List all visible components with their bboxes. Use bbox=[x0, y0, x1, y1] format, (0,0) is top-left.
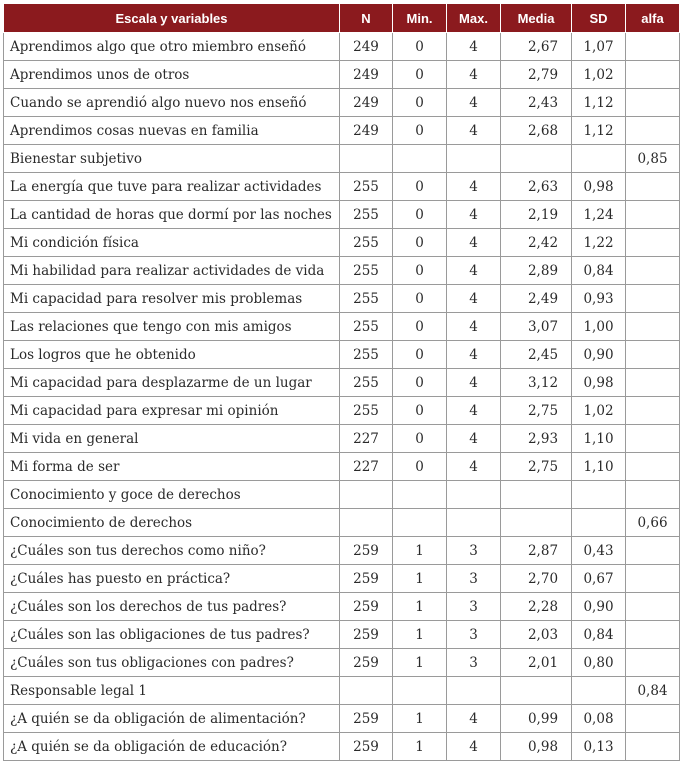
table-row bbox=[4, 285, 680, 313]
cell-min: 0 bbox=[393, 89, 447, 117]
cell-mean-value: 0,98 bbox=[527, 738, 559, 755]
cell-variable: Bienestar subjetivo bbox=[4, 145, 340, 173]
cell-alpha bbox=[626, 89, 680, 117]
cell-alpha bbox=[626, 257, 680, 285]
cell-mean bbox=[501, 201, 572, 229]
cell-n: 259 bbox=[340, 621, 393, 649]
cell-alpha bbox=[626, 229, 680, 257]
cell-mean-value: 3,07 bbox=[527, 318, 559, 335]
cell-variable: Aprendimos algo que otro miembro enseñó bbox=[4, 33, 340, 61]
cell-mean bbox=[501, 285, 572, 313]
cell-n: 249 bbox=[340, 89, 393, 117]
cell-mean bbox=[501, 509, 572, 537]
cell-variable: Mi vida en general bbox=[4, 425, 340, 453]
cell-sd: 0,90 bbox=[572, 341, 626, 369]
cell-min: 0 bbox=[393, 397, 447, 425]
cell-alpha bbox=[626, 593, 680, 621]
cell-mean-value: 2,87 bbox=[527, 542, 559, 559]
cell-min: 1 bbox=[393, 621, 447, 649]
cell-min: 0 bbox=[393, 313, 447, 341]
cell-n: 259 bbox=[340, 649, 393, 677]
cell-sd: 0,80 bbox=[572, 649, 626, 677]
cell-min: 1 bbox=[393, 705, 447, 733]
table-row bbox=[4, 201, 680, 229]
cell-sd: 0,98 bbox=[572, 173, 626, 201]
table-row bbox=[4, 565, 680, 593]
cell-alpha bbox=[626, 117, 680, 145]
cell-n: 255 bbox=[340, 229, 393, 257]
cell-n: 255 bbox=[340, 257, 393, 285]
cell-min: 1 bbox=[393, 649, 447, 677]
cell-n: 255 bbox=[340, 341, 393, 369]
cell-min: 0 bbox=[393, 173, 447, 201]
cell-mean-value: 2,42 bbox=[527, 234, 559, 251]
cell-alpha bbox=[626, 425, 680, 453]
cell-mean-value: 2,28 bbox=[527, 598, 559, 615]
cell-sd: 1,07 bbox=[572, 33, 626, 61]
cell-mean bbox=[501, 61, 572, 89]
cell-mean bbox=[501, 621, 572, 649]
cell-min: 1 bbox=[393, 593, 447, 621]
cell-max: 4 bbox=[447, 425, 501, 453]
table-row bbox=[4, 229, 680, 257]
cell-alpha bbox=[626, 33, 680, 61]
table-row bbox=[4, 509, 680, 537]
header-alpha: alfa bbox=[626, 4, 680, 33]
cell-mean-value: 2,68 bbox=[527, 122, 559, 139]
cell-max: 4 bbox=[447, 705, 501, 733]
cell-variable: ¿A quién se da obligación de educación? bbox=[4, 733, 340, 761]
cell-max: 3 bbox=[447, 649, 501, 677]
cell-max: 4 bbox=[447, 173, 501, 201]
cell-variable: Aprendimos unos de otros bbox=[4, 61, 340, 89]
cell-n: 259 bbox=[340, 565, 393, 593]
cell-n bbox=[340, 677, 393, 705]
cell-variable: Conocimiento y goce de derechos bbox=[4, 481, 340, 509]
cell-sd: 0,98 bbox=[572, 369, 626, 397]
cell-sd: 1,12 bbox=[572, 117, 626, 145]
cell-n bbox=[340, 509, 393, 537]
header-min: Min. bbox=[393, 4, 447, 33]
cell-n: 255 bbox=[340, 313, 393, 341]
cell-sd: 1,02 bbox=[572, 61, 626, 89]
cell-max: 4 bbox=[447, 201, 501, 229]
cell-alpha bbox=[626, 481, 680, 509]
cell-min: 0 bbox=[393, 341, 447, 369]
cell-min: 0 bbox=[393, 201, 447, 229]
cell-alpha bbox=[626, 173, 680, 201]
cell-max: 4 bbox=[447, 61, 501, 89]
cell-min: 1 bbox=[393, 733, 447, 761]
cell-min: 0 bbox=[393, 229, 447, 257]
cell-sd: 1,12 bbox=[572, 89, 626, 117]
cell-min: 1 bbox=[393, 537, 447, 565]
cell-sd bbox=[572, 677, 626, 705]
table-header bbox=[4, 4, 680, 33]
cell-variable: ¿Cuáles has puesto en práctica? bbox=[4, 565, 340, 593]
cell-variable: Mi habilidad para realizar actividades de vida bbox=[4, 257, 340, 285]
cell-n: 255 bbox=[340, 369, 393, 397]
cell-mean bbox=[501, 677, 572, 705]
cell-mean-value: 2,63 bbox=[527, 178, 559, 195]
cell-min bbox=[393, 509, 447, 537]
cell-alpha bbox=[626, 61, 680, 89]
cell-min: 1 bbox=[393, 565, 447, 593]
table-row bbox=[4, 89, 680, 117]
cell-n: 259 bbox=[340, 733, 393, 761]
cell-alpha bbox=[626, 369, 680, 397]
table-row bbox=[4, 341, 680, 369]
cell-variable: Cuando se aprendió algo nuevo nos enseñó bbox=[4, 89, 340, 117]
cell-alpha bbox=[626, 705, 680, 733]
cell-mean-value: 2,67 bbox=[527, 38, 559, 55]
cell-mean bbox=[501, 481, 572, 509]
cell-mean-value: 2,70 bbox=[527, 570, 559, 587]
cell-mean bbox=[501, 397, 572, 425]
cell-n: 249 bbox=[340, 61, 393, 89]
cell-mean-value: 2,93 bbox=[527, 430, 559, 447]
table-row bbox=[4, 453, 680, 481]
cell-min: 0 bbox=[393, 257, 447, 285]
statistics-table bbox=[3, 3, 680, 761]
cell-mean bbox=[501, 89, 572, 117]
cell-sd: 0,84 bbox=[572, 621, 626, 649]
cell-mean-value: 0,99 bbox=[527, 710, 559, 727]
header-n: N bbox=[340, 4, 393, 33]
cell-mean-value: 2,75 bbox=[527, 402, 559, 419]
cell-max: 4 bbox=[447, 341, 501, 369]
table-row bbox=[4, 593, 680, 621]
table-row bbox=[4, 173, 680, 201]
cell-variable: Mi condición física bbox=[4, 229, 340, 257]
cell-n: 259 bbox=[340, 705, 393, 733]
cell-mean bbox=[501, 425, 572, 453]
table-row bbox=[4, 117, 680, 145]
cell-mean bbox=[501, 33, 572, 61]
cell-max: 3 bbox=[447, 593, 501, 621]
cell-max: 4 bbox=[447, 285, 501, 313]
cell-min: 0 bbox=[393, 285, 447, 313]
cell-max: 4 bbox=[447, 89, 501, 117]
table-row bbox=[4, 677, 680, 705]
cell-variable: Los logros que he obtenido bbox=[4, 341, 340, 369]
table-body bbox=[4, 33, 680, 761]
cell-min: 0 bbox=[393, 369, 447, 397]
table-row bbox=[4, 705, 680, 733]
header-mean: Media bbox=[501, 4, 572, 33]
cell-mean-value: 2,01 bbox=[527, 654, 559, 671]
cell-max: 3 bbox=[447, 537, 501, 565]
cell-mean bbox=[501, 229, 572, 257]
cell-max bbox=[447, 481, 501, 509]
cell-n: 249 bbox=[340, 117, 393, 145]
cell-mean bbox=[501, 257, 572, 285]
cell-mean bbox=[501, 369, 572, 397]
cell-sd: 0,13 bbox=[572, 733, 626, 761]
cell-max: 3 bbox=[447, 565, 501, 593]
header-scale-variables: Escala y variables bbox=[4, 4, 340, 33]
cell-sd: 1,24 bbox=[572, 201, 626, 229]
cell-max: 3 bbox=[447, 621, 501, 649]
cell-mean bbox=[501, 341, 572, 369]
cell-sd: 0,08 bbox=[572, 705, 626, 733]
cell-mean bbox=[501, 145, 572, 173]
cell-variable: La cantidad de horas que dormí por las noches bbox=[4, 201, 340, 229]
cell-alpha bbox=[626, 201, 680, 229]
cell-sd: 1,10 bbox=[572, 453, 626, 481]
cell-sd: 1,10 bbox=[572, 425, 626, 453]
cell-variable: Mi capacidad para resolver mis problemas bbox=[4, 285, 340, 313]
cell-mean bbox=[501, 173, 572, 201]
cell-sd bbox=[572, 481, 626, 509]
cell-alpha bbox=[626, 621, 680, 649]
cell-max bbox=[447, 509, 501, 537]
cell-mean bbox=[501, 733, 572, 761]
cell-n: 259 bbox=[340, 593, 393, 621]
cell-sd: 0,90 bbox=[572, 593, 626, 621]
table-row bbox=[4, 481, 680, 509]
cell-n: 227 bbox=[340, 425, 393, 453]
cell-sd bbox=[572, 145, 626, 173]
header-sd: SD bbox=[572, 4, 626, 33]
header-row bbox=[4, 4, 680, 33]
table-row bbox=[4, 425, 680, 453]
cell-min: 0 bbox=[393, 61, 447, 89]
cell-alpha bbox=[626, 313, 680, 341]
cell-variable: ¿Cuáles son las obligaciones de tus padres? bbox=[4, 621, 340, 649]
cell-mean-value: 2,75 bbox=[527, 458, 559, 475]
cell-mean bbox=[501, 453, 572, 481]
cell-alpha bbox=[626, 397, 680, 425]
cell-n bbox=[340, 481, 393, 509]
cell-alpha: 0,85 bbox=[626, 145, 680, 173]
cell-max bbox=[447, 145, 501, 173]
cell-max: 4 bbox=[447, 453, 501, 481]
cell-mean bbox=[501, 649, 572, 677]
cell-max: 4 bbox=[447, 397, 501, 425]
cell-sd: 0,43 bbox=[572, 537, 626, 565]
cell-n: 227 bbox=[340, 453, 393, 481]
cell-alpha: 0,66 bbox=[626, 509, 680, 537]
cell-variable: Aprendimos cosas nuevas en familia bbox=[4, 117, 340, 145]
cell-mean-value: 2,19 bbox=[527, 206, 559, 223]
cell-max bbox=[447, 677, 501, 705]
cell-min bbox=[393, 481, 447, 509]
cell-mean-value: 2,43 bbox=[527, 94, 559, 111]
cell-variable: ¿Cuáles son los derechos de tus padres? bbox=[4, 593, 340, 621]
cell-variable: Conocimiento de derechos bbox=[4, 509, 340, 537]
cell-max: 4 bbox=[447, 117, 501, 145]
cell-sd bbox=[572, 509, 626, 537]
cell-mean bbox=[501, 565, 572, 593]
cell-alpha bbox=[626, 649, 680, 677]
table-row bbox=[4, 621, 680, 649]
cell-mean-value: 2,89 bbox=[527, 262, 559, 279]
cell-n bbox=[340, 145, 393, 173]
table-row bbox=[4, 369, 680, 397]
table-row bbox=[4, 61, 680, 89]
cell-n: 259 bbox=[340, 537, 393, 565]
cell-n: 255 bbox=[340, 173, 393, 201]
cell-variable: Las relaciones que tengo con mis amigos bbox=[4, 313, 340, 341]
cell-n: 255 bbox=[340, 285, 393, 313]
cell-sd: 0,67 bbox=[572, 565, 626, 593]
table-row bbox=[4, 257, 680, 285]
cell-max: 4 bbox=[447, 313, 501, 341]
cell-max: 4 bbox=[447, 733, 501, 761]
cell-mean bbox=[501, 593, 572, 621]
table-row bbox=[4, 397, 680, 425]
cell-alpha bbox=[626, 453, 680, 481]
cell-mean-value: 2,49 bbox=[527, 290, 559, 307]
cell-min: 0 bbox=[393, 425, 447, 453]
table-row bbox=[4, 649, 680, 677]
cell-variable: Mi capacidad para expresar mi opinión bbox=[4, 397, 340, 425]
cell-max: 4 bbox=[447, 257, 501, 285]
cell-variable: ¿Cuáles son tus derechos como niño? bbox=[4, 537, 340, 565]
cell-sd: 1,02 bbox=[572, 397, 626, 425]
cell-mean-value: 2,79 bbox=[527, 66, 559, 83]
table-row bbox=[4, 33, 680, 61]
cell-variable: Mi capacidad para desplazarme de un lugar bbox=[4, 369, 340, 397]
cell-mean bbox=[501, 117, 572, 145]
cell-variable: ¿A quién se da obligación de alimentación? bbox=[4, 705, 340, 733]
cell-min bbox=[393, 145, 447, 173]
cell-mean bbox=[501, 705, 572, 733]
cell-variable: ¿Cuáles son tus obligaciones con padres? bbox=[4, 649, 340, 677]
cell-n: 255 bbox=[340, 201, 393, 229]
cell-max: 4 bbox=[447, 369, 501, 397]
cell-mean bbox=[501, 537, 572, 565]
cell-n: 255 bbox=[340, 397, 393, 425]
cell-mean-value: 2,03 bbox=[527, 626, 559, 643]
cell-alpha bbox=[626, 733, 680, 761]
cell-min bbox=[393, 677, 447, 705]
cell-min: 0 bbox=[393, 33, 447, 61]
cell-variable: Mi forma de ser bbox=[4, 453, 340, 481]
cell-max: 4 bbox=[447, 33, 501, 61]
table-row bbox=[4, 537, 680, 565]
cell-max: 4 bbox=[447, 229, 501, 257]
cell-alpha bbox=[626, 565, 680, 593]
cell-sd: 1,00 bbox=[572, 313, 626, 341]
cell-alpha bbox=[626, 537, 680, 565]
cell-mean bbox=[501, 313, 572, 341]
cell-min: 0 bbox=[393, 117, 447, 145]
cell-alpha bbox=[626, 285, 680, 313]
header-max: Max. bbox=[447, 4, 501, 33]
cell-sd: 0,84 bbox=[572, 257, 626, 285]
cell-alpha bbox=[626, 341, 680, 369]
cell-mean-value: 2,45 bbox=[527, 346, 559, 363]
cell-n: 249 bbox=[340, 33, 393, 61]
cell-sd: 1,22 bbox=[572, 229, 626, 257]
cell-sd: 0,93 bbox=[572, 285, 626, 313]
table-row bbox=[4, 145, 680, 173]
cell-variable: Responsable legal 1 bbox=[4, 677, 340, 705]
cell-mean-value: 3,12 bbox=[527, 374, 559, 391]
table-row bbox=[4, 313, 680, 341]
cell-alpha: 0,84 bbox=[626, 677, 680, 705]
cell-variable: La energía que tuve para realizar actividades bbox=[4, 173, 340, 201]
table-row bbox=[4, 733, 680, 761]
cell-min: 0 bbox=[393, 453, 447, 481]
